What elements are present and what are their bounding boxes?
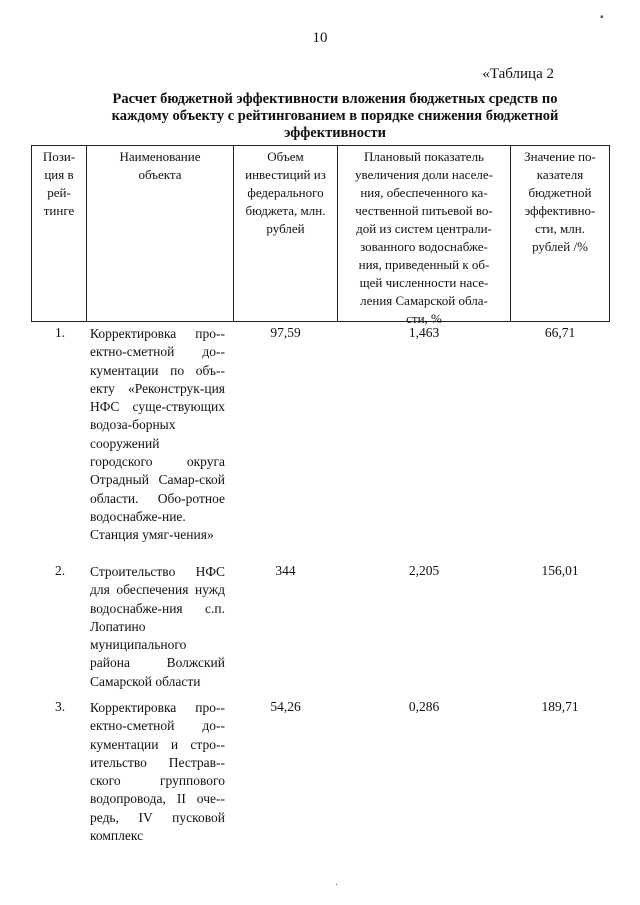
col-divider-5 bbox=[609, 145, 610, 322]
row-position: 2. bbox=[54, 563, 66, 578]
row-indicator: 2,205 bbox=[408, 563, 440, 578]
row-efficiency: 156,01 bbox=[541, 563, 579, 578]
table-top-border bbox=[31, 145, 610, 146]
header-investment: Объем инвестиций из федерального бюджета, млн. рублей bbox=[245, 149, 326, 236]
row-object-name: Корректировка про-ектно-сметной до-кументации и стро-ительство Пестрав-ского группового водопровода, II оче-редь, IV пусковой комплекс bbox=[90, 700, 225, 844]
row-indicator: 1,463 bbox=[408, 325, 440, 340]
row-position: 1. bbox=[54, 325, 66, 340]
row-efficiency: 66,71 bbox=[544, 325, 576, 340]
row-efficiency: 189,71 bbox=[541, 699, 579, 714]
header-efficiency: Значение по- казателя бюджетной эффективно- сти, млн. рублей /% bbox=[524, 149, 596, 254]
row-position: 3. bbox=[54, 699, 66, 714]
table-label: «Таблица 2 bbox=[482, 66, 554, 82]
scan-mark: · bbox=[335, 880, 339, 891]
header-name: Наименование объекта bbox=[119, 149, 201, 182]
header-bottom-border bbox=[31, 321, 610, 322]
row-investment: 54,26 bbox=[270, 699, 301, 714]
header-position: Пози- ция в рей- тинге bbox=[42, 149, 76, 218]
row-object-name: Строительство НФС для обеспечения нужд водоснабже-ния с.п. Лопатино муниципального района Волжский Самарской области bbox=[90, 564, 225, 689]
row-investment: 344 bbox=[275, 563, 296, 578]
header-indicator: Плановый показатель увеличения доли населе- ния, обеспеченного ка- чественной питьевой во- дой из систем централи- зованного водоснабже- ния, приведенный к об- щей численности насе- ления Самарской обла- сти, % bbox=[355, 149, 493, 326]
scan-mark: ▪ bbox=[600, 12, 604, 23]
row-investment: 97,59 bbox=[270, 325, 301, 340]
table-title: Расчет бюджетной эффективности вложения бюджетных средств по каждому объекту с рейтингованием в порядке снижения бюджетной эффективности bbox=[111, 91, 559, 141]
page-number: 10 bbox=[312, 30, 328, 46]
row-indicator: 0,286 bbox=[408, 699, 440, 714]
row-object-name: Корректировка про-ектно-сметной до-кументации по объ-екту «Реконструк-ция НФС суще-ствующих водоза-борных сооружений городского округа Отрадный Самар-ской области. Обо-ротное водоснабже-ние. Станция умяг-чения» bbox=[90, 326, 225, 543]
